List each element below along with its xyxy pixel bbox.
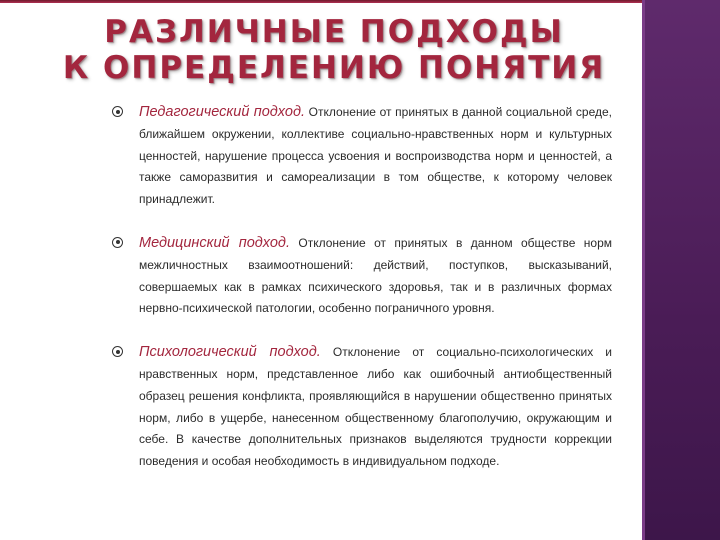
circle-bullet-icon [112, 106, 123, 117]
bullet-paragraph [139, 102, 612, 211]
slide-title [44, 14, 624, 86]
bullet-paragraph [139, 233, 612, 320]
circle-bullet-icon [112, 237, 123, 248]
approach-term: Психологический подход. [139, 344, 321, 361]
approach-text: Отклонение от принятых в данной социальной среде, ближайшем окружении, коллективе социально-нравственных норм и культурных ценностей, нарушение процесса усвоения и воспроизводства норм и ценностей, а также саморазвития и самореализации в том обществе, к которому человек принадлежит. [139, 105, 612, 207]
bullet-paragraph [139, 342, 612, 473]
title-line-2: К ОПРЕДЕЛЕНИЮ ПОНЯТИЯ [62, 50, 606, 86]
circle-bullet-icon [112, 346, 123, 357]
approach-term: Педагогический подход. [139, 104, 305, 120]
approach-text: Отклонение от принятых в данном обществе норм межличностных взаимоотношений: действий, поступков, высказываний, совершаемых как в рамках психического здоровья, так и в различных формах нервно-психической патологии, особенно пограничного уровня. [139, 235, 612, 316]
title-line-1: РАЗЛИЧНЫЕ ПОДХОДЫ [104, 14, 564, 50]
decorative-side-bar [642, 0, 720, 540]
approach-term: Медицинский подход. [139, 234, 290, 251]
bullet-item-medical [112, 233, 612, 320]
bullet-item-pedagogical [112, 102, 612, 211]
bullet-list [112, 102, 612, 473]
bullet-item-psychological [112, 342, 612, 473]
top-border-line [0, 0, 642, 3]
approach-text: Отклонение от социально-психологических и нравственных норм, представленное либо как ошибочный антиобщественный образец решения конфликта, проявляющийся в нарушении общественно принятых норм, либо в ущербе, нанесенном общественному благополучию, окружающим и себе. В качестве дополнительных признаков выделяются трудности коррекции поведения и особая необходимость в индивидуальном подходе. [139, 345, 612, 469]
